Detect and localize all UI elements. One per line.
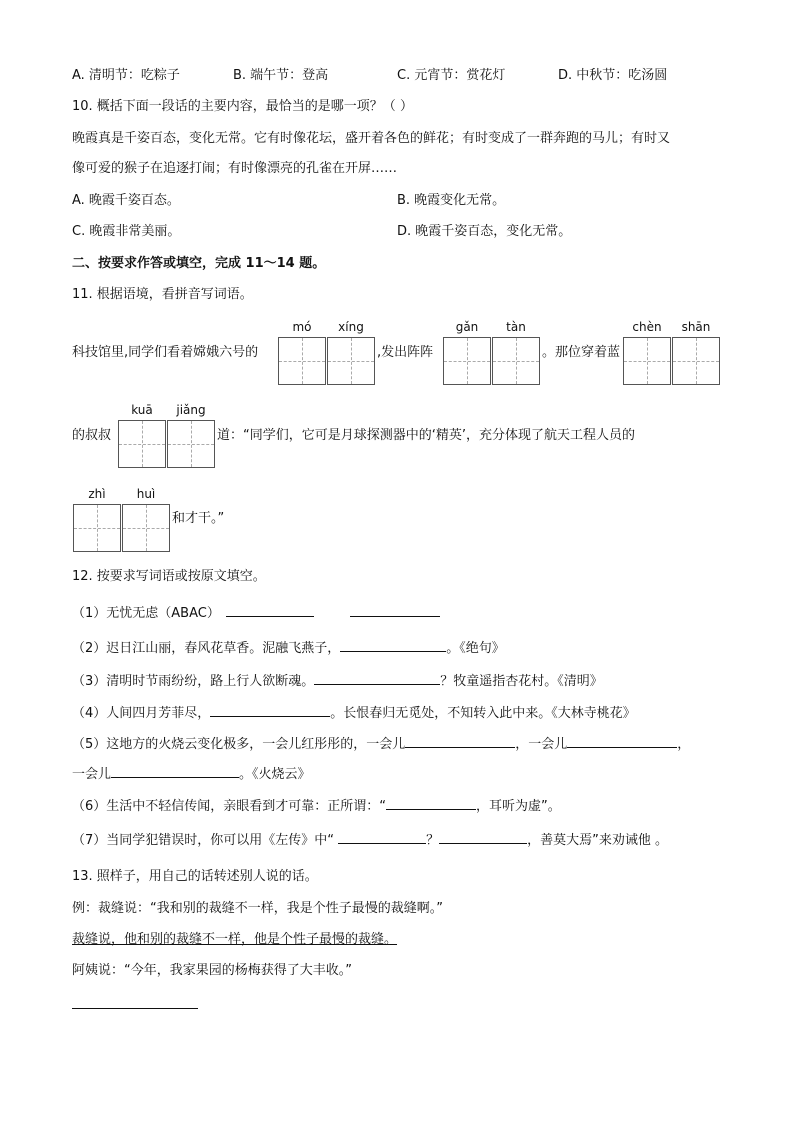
blank-line[interactable] [314,671,440,685]
q9-option-a: A. 清明节：吃粽子 [72,68,180,83]
writing-box[interactable] [672,337,720,385]
q9-option-b: B. 端午节：登高 [233,68,329,83]
q10-option-c: C. 晚霞非常美丽。 [72,224,181,239]
q10-passage-line2: 像可爱的猴子在追逐打闹；有时像漂亮的孔雀在开屏…… [72,161,398,176]
writing-box[interactable] [73,504,121,552]
q12-item-5-cont: 一会儿 。《火烧云》 [72,764,311,784]
blank-line[interactable] [210,703,330,717]
section-2-title: 二、按要求作答或填空，完成 11～14 题。 [72,256,326,271]
writing-box[interactable] [278,337,326,385]
q10-passage-line1: 晚霞真是千姿百态，变化无常。它有时像花坛，盛开着各色的鲜花；有时变成了一群奔跑的马儿；有时又 [72,131,671,146]
blank-line[interactable] [439,830,527,844]
pinyin-jiang: jiǎng [176,403,206,417]
blank-line[interactable] [340,638,446,652]
blank-line[interactable] [111,764,239,778]
blank-line[interactable] [350,603,440,617]
q13-example-answer: 裁缝说，他和别的裁缝不一样，他是个性子最慢的裁缝。 [72,932,398,947]
q10-stem: 10. 概括下面一段话的主要内容，最恰当的是哪一项？（ ） [72,99,413,114]
writing-box[interactable] [122,504,170,552]
pinyin-tan: tàn [506,320,526,334]
q9-option-d: D. 中秋节：吃汤圆 [558,68,668,83]
q11-stem: 11. 根据语境，看拼音写词语。 [72,287,253,302]
q13-prompt: 阿姨说：“今年，我家果园的杨梅获得了大丰收。” [72,963,352,978]
writing-box[interactable] [167,420,215,468]
q12-item-1: （1）无忧无虑（ABAC） [72,603,440,623]
blank-line[interactable] [567,734,677,748]
pinyin-mo: mó [292,320,312,334]
q12-item-3: （3）清明时节雨纷纷，路上行人欲断魂。 ？牧童遥指杏花村。《清明》 [72,671,603,691]
q13-stem: 13. 照样子，用自己的话转述别人说的话。 [72,869,318,884]
q11-text-1a: 科技馆里,同学们看着嫦娥六号的 [72,345,259,360]
q12-item-6: （6）生活中不轻信传闻，亲眼看到才可靠：正所谓：“ ，耳听为虚”。 [72,796,561,816]
q9-option-c: C. 元宵节：赏花灯 [397,68,506,83]
q11-text-1c: 。那位穿着蓝 [542,345,621,360]
pinyin-chen: chèn [632,320,662,334]
q11-text-3a: 和才干。” [172,511,225,526]
q12-item-7: （7）当同学犯错误时，你可以用《左传》中“ ？ ，善莫大焉”来劝诫他 。 [72,830,668,850]
pinyin-hui: huì [136,487,156,501]
q10-option-a: A. 晚霞千姿百态。 [72,193,180,208]
writing-box[interactable] [623,337,671,385]
writing-box[interactable] [492,337,540,385]
blank-line[interactable] [386,796,476,810]
q11-text-2a: 的叔叔 [72,428,112,443]
q11-text-1b: ,发出阵阵 [377,345,434,360]
q13-example: 例：裁缝说：“我和别的裁缝不一样，我是个性子最慢的裁缝啊。” [72,901,443,916]
pinyin-gan: gǎn [455,320,479,334]
q11-text-2b: 道：“同学们，它可是月球探测器中的‘精英’，充分体现了航天工程人员的 [217,428,635,443]
pinyin-zhi: zhì [88,487,106,501]
writing-box[interactable] [443,337,491,385]
blank-line[interactable] [226,603,314,617]
writing-box[interactable] [118,420,166,468]
blank-line[interactable] [405,734,515,748]
q12-item-4: （4）人间四月芳菲尽， 。长恨春归无觅处，不知转入此中来。《大林寺桃花》 [72,703,636,723]
pinyin-shan: shān [681,320,711,334]
q12-stem: 12. 按要求写词语或按原文填空。 [72,569,266,584]
pinyin-kua: kuā [131,403,153,417]
q12-item-5: （5）这地方的火烧云变化极多，一会儿红彤彤的，一会儿 ，一会儿 ， [72,734,690,754]
writing-box[interactable] [327,337,375,385]
q10-option-d: D. 晚霞千姿百态，变化无常。 [397,224,572,239]
blank-line[interactable] [338,830,426,844]
q10-option-b: B. 晚霞变化无常。 [397,193,506,208]
answer-line[interactable] [72,1008,198,1009]
pinyin-xing: xíng [338,320,364,334]
q12-item-2: （2）迟日江山丽，春风花草香。泥融飞燕子， 。《绝句》 [72,638,505,658]
